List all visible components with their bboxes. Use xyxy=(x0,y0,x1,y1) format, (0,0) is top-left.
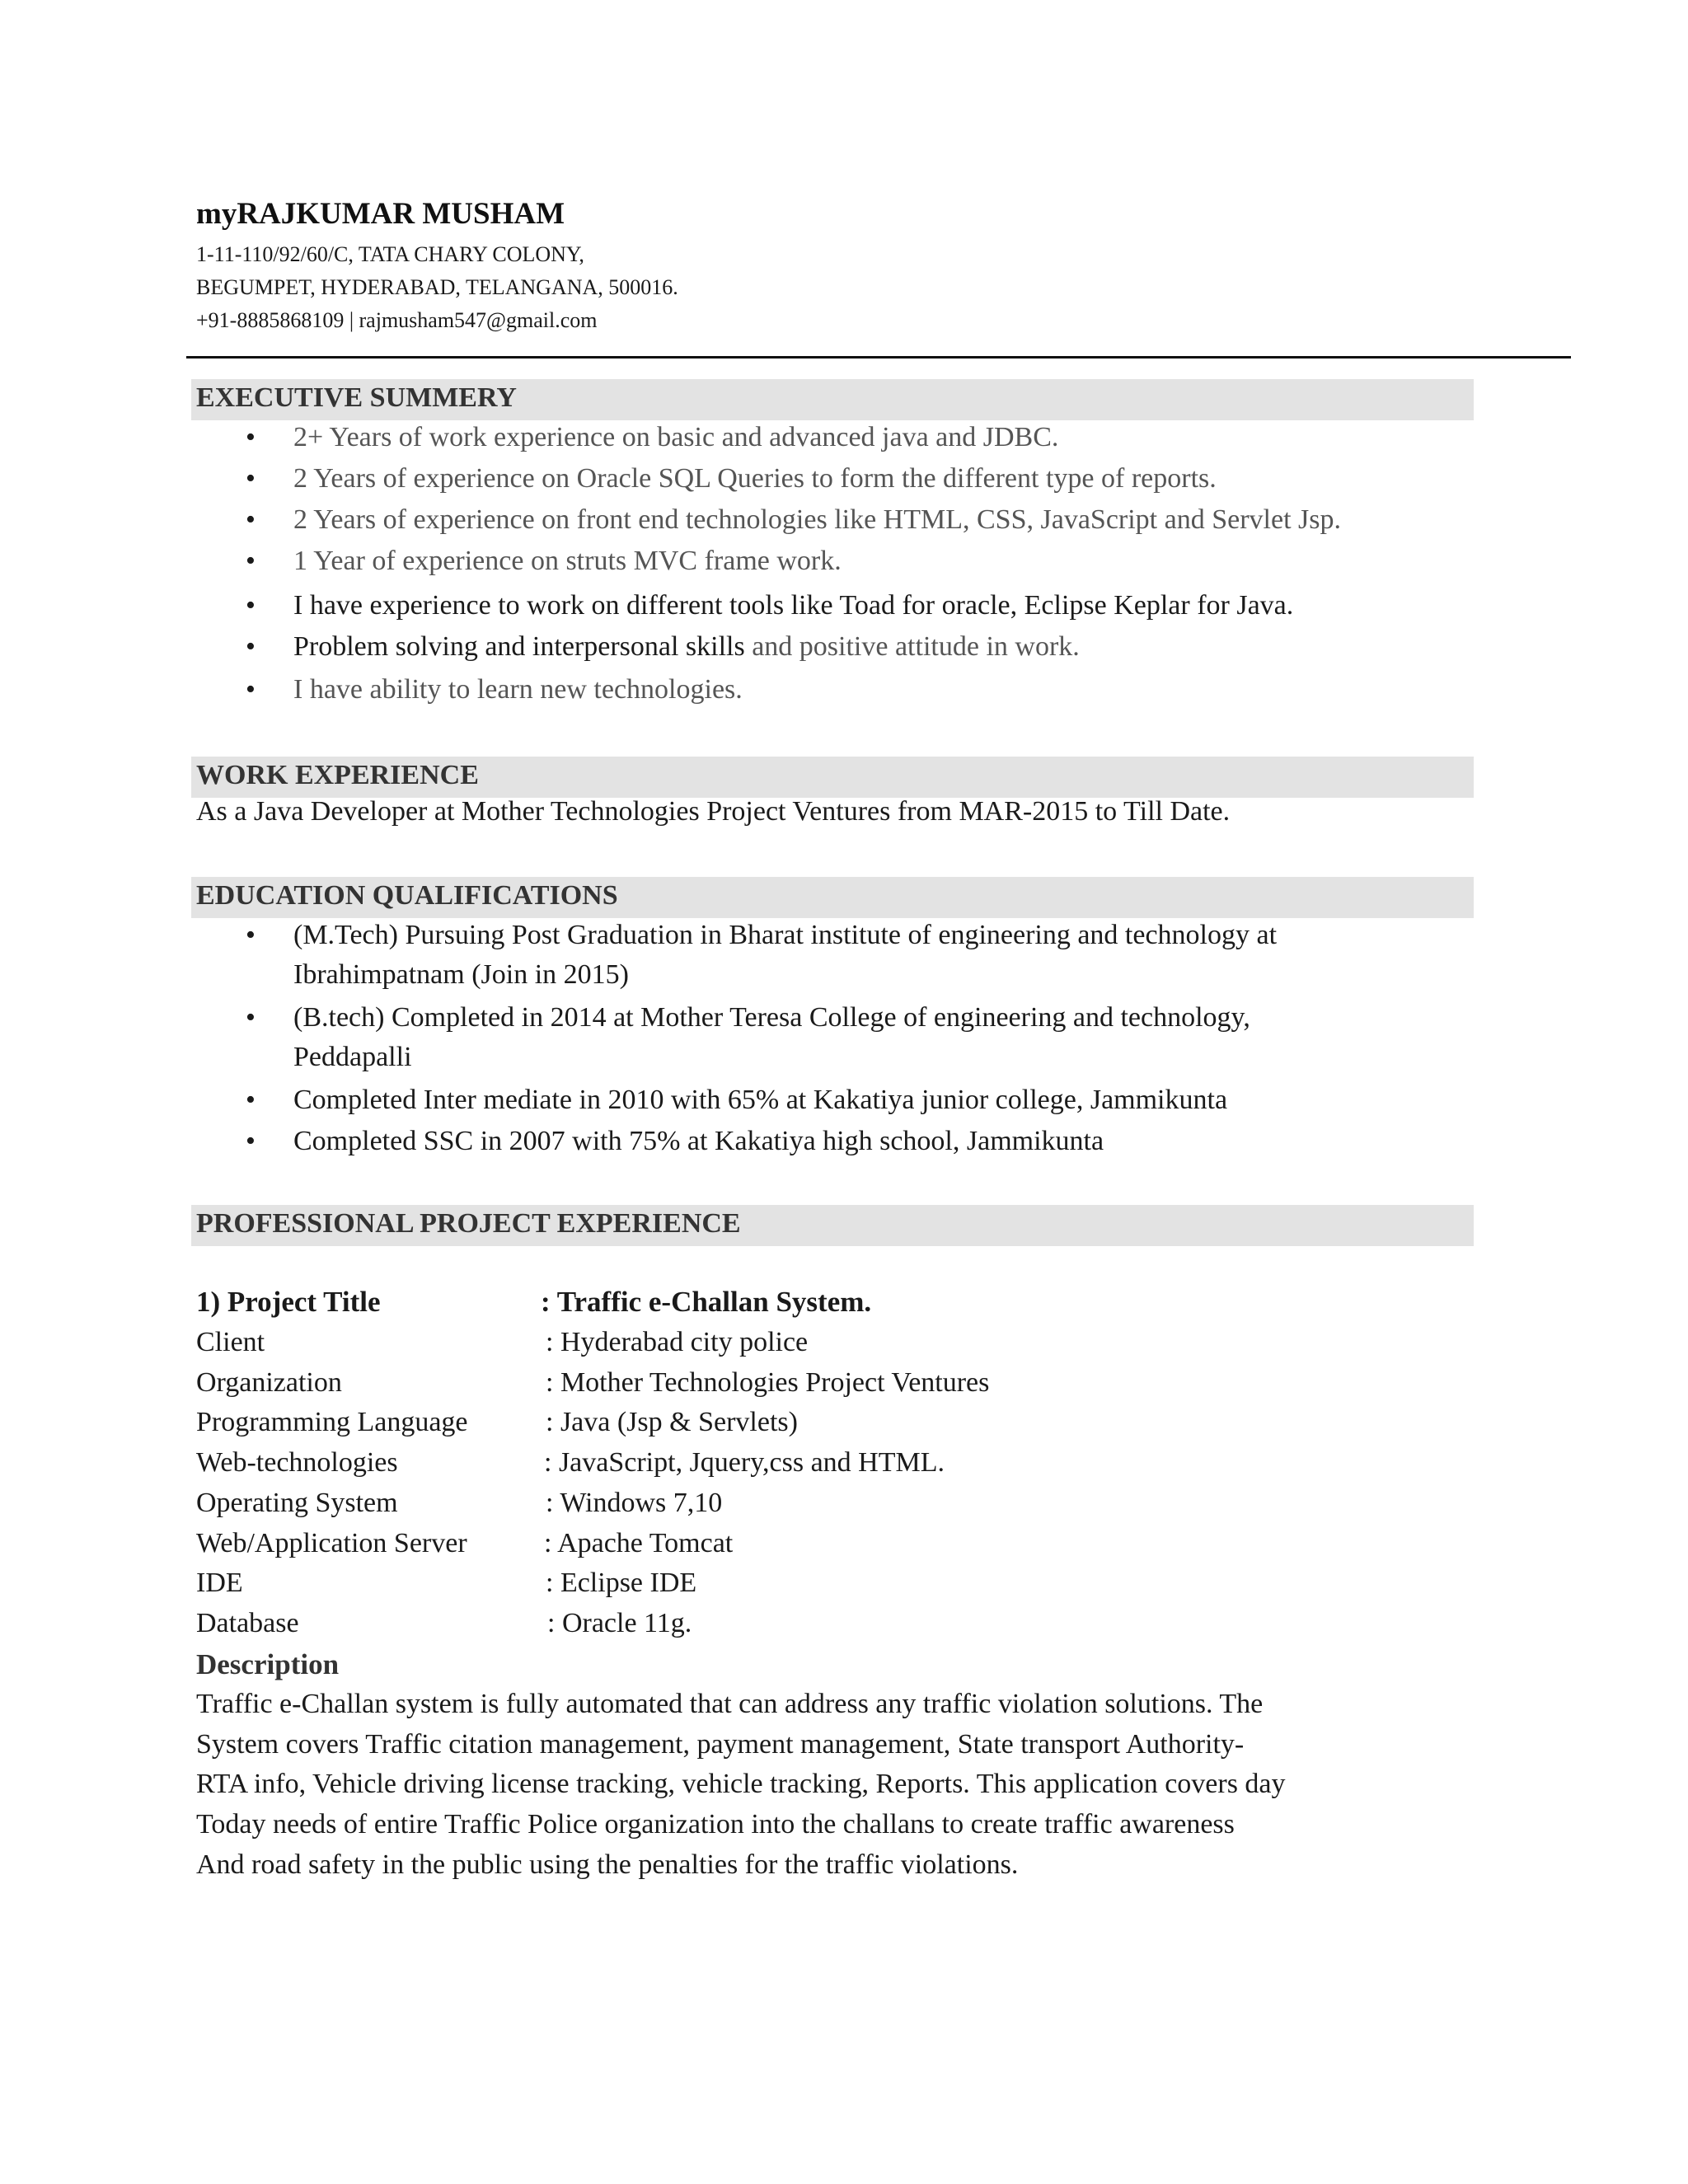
bullet-icon: • xyxy=(246,463,256,494)
database-label: Database xyxy=(196,1608,299,1638)
resume-page: myRAJKUMAR MUSHAM 1-11-110/92/60/C, TATA CHARY COLONY, BEGUMPET, HYDERABAD, TELANGANA, 500016. +91-8885868109 | rajmusham547@gmail.com EXECUTIVE SUMMERY • 2+ Years of work experience on basic and advanced java and JDBC. • 2 Years of experience on Oracle SQL Queries to form the different type of reports. • 2 Years of experience on front end technologies like HTML, CSS, JavaScript and Servlet Jsp. • 1 Year of experience on struts MVC frame work. • I have experience to work on different tools like Toad for oracle, Eclipse Keplar for Java. • Problem solving and interpersonal skills and positive attitude in work. • I have ability to learn new technologies. WORK EXPERIENCE As a Java Developer at Mother Technologies Project Ventures from MAR-2015 to Till Date. EDUCATION QUALIFICATIONS • (M.Tech) Pursuing Post Graduation in Bharat institute of engineering and technology at Ibrahimpatnam (Join in 2015) • (B.tech) Completed in 2014 at Mother Teresa College of engineering and technology, Peddapalli • Completed Inter mediate in 2010 with 65% at Kakatiya junior college, Jammikunta • Completed SSC in 2007 with 75% at Kakatiya high school, Jammikunta PROFESSIONAL PROJECT EXPERIENCE 1) Project Title : Traffic e-Challan System. Client : Hyderabad city police Organization : Mother Technologies Project Ventures Programming Language : Java (Jsp & Servlets) Web-technologies : JavaScript, Jquery,css and HTML. Operating System : Windows 7,10 Web/Application Server : Apache Tomcat IDE : Eclipse IDE Database : Oracle 11g. Description Traffic e-Challan system is fully automated that can address any traffic violation solutions. The System covers Traffic citation management, payment management, State transport Authority- RTA info, Vehicle driving license tracking, vehicle tracking, Reports. This application covers day Today needs of entire Traffic Police organization into the challans to create traffic awareness And road safety in the public using the penalties for the traffic violations. xyxy=(0,0,1688,2184)
candidate-name: myRAJKUMAR MUSHAM xyxy=(196,197,565,231)
description-line: RTA info, Vehicle driving license tracking, vehicle tracking, Reports. This application covers day xyxy=(196,1769,1286,1799)
app-server-label: Web/Application Server xyxy=(196,1528,467,1558)
operating-system-label: Operating System xyxy=(196,1488,398,1518)
client-value: : Hyderabad city police xyxy=(546,1327,809,1357)
description-line: Traffic e-Challan system is fully automated that can address any traffic violation solutions. The xyxy=(196,1689,1264,1719)
address-line-2: BEGUMPET, HYDERABAD, TELANGANA, 500016. xyxy=(196,275,678,299)
bullet-icon: • xyxy=(246,1085,256,1115)
programming-language-label: Programming Language xyxy=(196,1407,468,1437)
organization-value: : Mother Technologies Project Ventures xyxy=(546,1367,990,1398)
bullet-icon: • xyxy=(246,422,256,452)
description-line: System covers Traffic citation management, payment management, State transport Authority- xyxy=(196,1729,1245,1760)
bullet-icon: • xyxy=(246,590,256,621)
description-title: Description xyxy=(196,1648,340,1680)
header-divider xyxy=(186,356,1571,359)
bullet-icon: • xyxy=(246,1126,256,1156)
description-line: And road safety in the public using the penalties for the traffic violations. xyxy=(196,1849,1019,1880)
bullet-icon: • xyxy=(246,1002,256,1033)
project-title-value: : Traffic e-Challan System. xyxy=(541,1286,872,1318)
projects-title: PROFESSIONAL PROJECT EXPERIENCE xyxy=(196,1208,741,1239)
list-item-tail: and positive attitude in work. xyxy=(744,631,1080,662)
address-line-1: 1-11-110/92/60/C, TATA CHARY COLONY, xyxy=(196,242,584,266)
executive-summary-title: EXECUTIVE SUMMERY xyxy=(196,382,517,413)
bullet-icon: • xyxy=(246,631,256,662)
bullet-icon: • xyxy=(246,920,256,950)
ide-label: IDE xyxy=(196,1568,243,1598)
web-technologies-value: : JavaScript, Jquery,css and HTML. xyxy=(544,1447,945,1478)
database-value: : Oracle 11g. xyxy=(547,1608,692,1638)
description-line: Today needs of entire Traffic Police organization into the challans to create traffic awareness xyxy=(196,1809,1235,1840)
programming-language-value: : Java (Jsp & Servlets) xyxy=(546,1407,798,1437)
client-label: Client xyxy=(196,1327,265,1357)
organization-label: Organization xyxy=(196,1367,342,1398)
app-server-value: : Apache Tomcat xyxy=(544,1528,734,1558)
work-experience-text: As a Java Developer at Mother Technologies Project Ventures from MAR-2015 to Till Date. xyxy=(196,796,1231,827)
contact-line: +91-8885868109 | rajmusham547@gmail.com xyxy=(196,308,598,332)
web-technologies-label: Web-technologies xyxy=(196,1447,398,1478)
operating-system-value: : Windows 7,10 xyxy=(546,1488,723,1518)
education-title: EDUCATION QUALIFICATIONS xyxy=(196,880,618,911)
ide-value: : Eclipse IDE xyxy=(546,1568,697,1598)
bullet-icon: • xyxy=(246,504,256,535)
work-experience-title: WORK EXPERIENCE xyxy=(196,760,479,790)
project-title-label: 1) Project Title xyxy=(196,1286,381,1318)
bullet-icon: • xyxy=(246,546,256,576)
bullet-icon: • xyxy=(246,674,256,705)
